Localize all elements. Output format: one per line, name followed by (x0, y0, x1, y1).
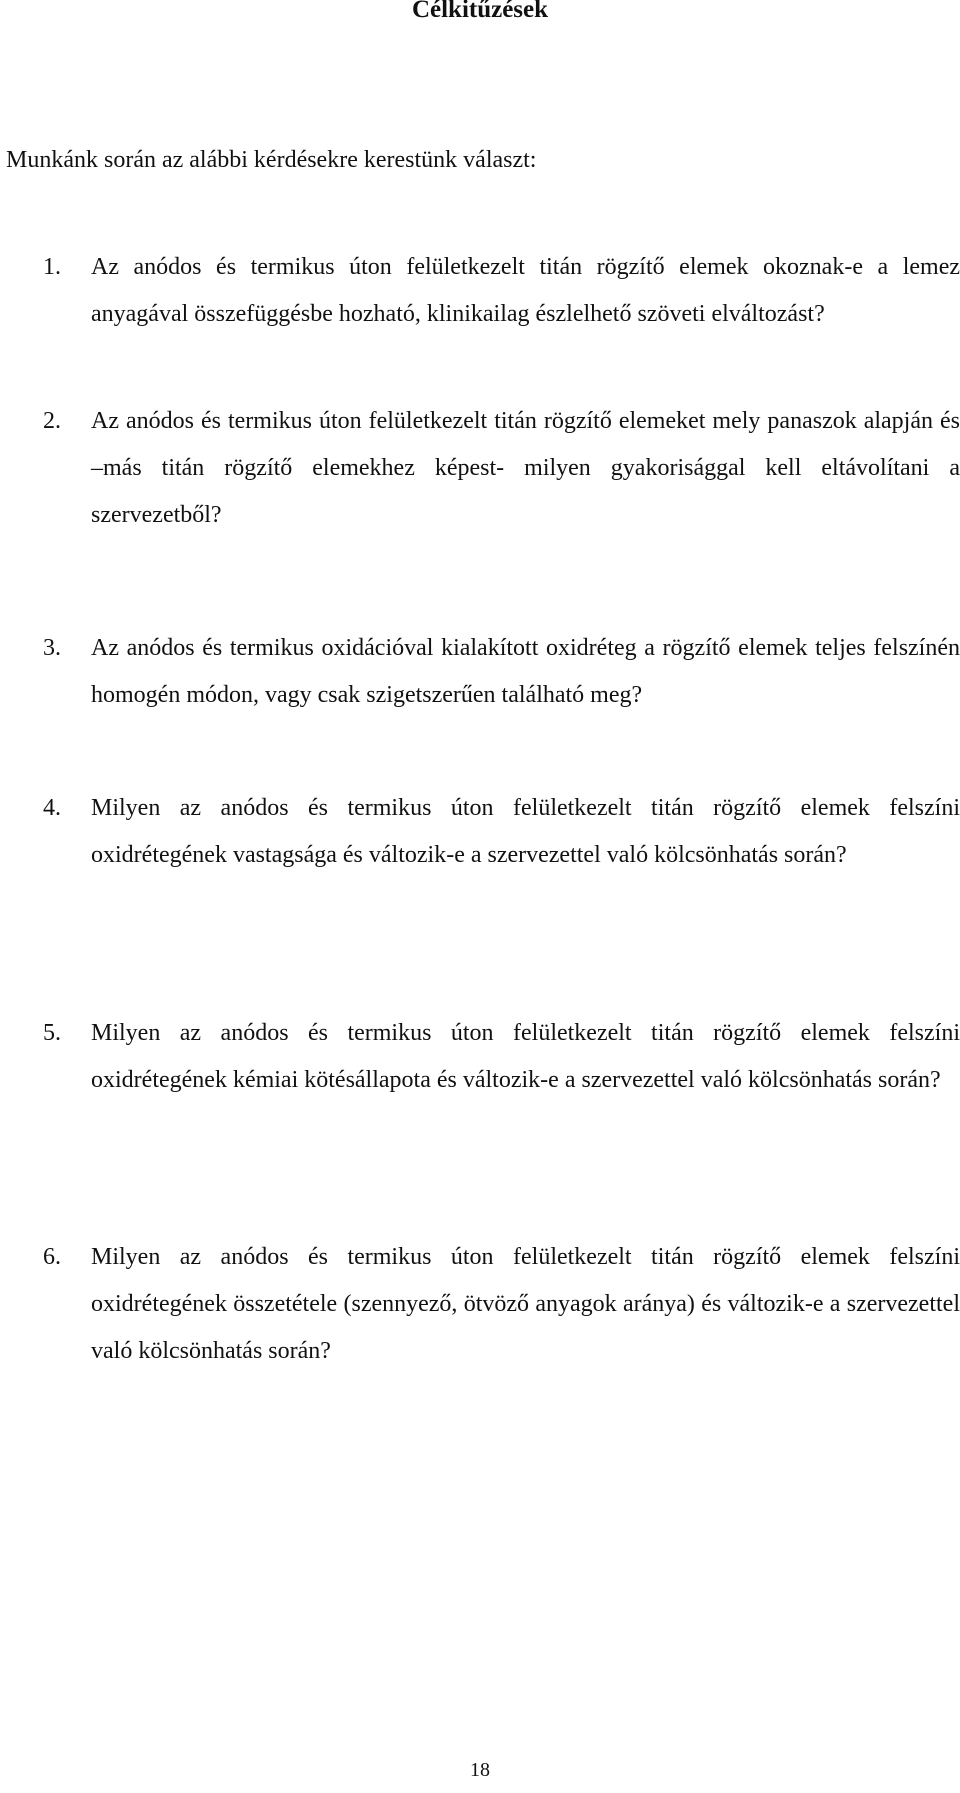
list-item (43, 625, 960, 719)
list-item (43, 1010, 960, 1104)
list-item-text: Az anódos és termikus oxidációval kialakított oxidréteg a rögzítő elemek teljes felszínén homogén módon, vagy csak szigetszerűen található meg? (91, 635, 960, 708)
list-item (43, 1234, 960, 1375)
list-item-number: 3. (43, 635, 61, 661)
list-item-number: 5. (43, 1020, 61, 1046)
page-title: Célkitűzések (411, 0, 549, 23)
list-item-text: Az anódos és termikus úton felületkezelt titán rögzítő elemek okoznak-e a lemez anyagával összefüggésbe hozható, klinikailag észlelhető szöveti elváltozást? (91, 254, 960, 327)
list-item-number: 6. (43, 1244, 61, 1270)
intro-paragraph: Munkánk során az alábbi kérdésekre kerestünk választ: (6, 147, 537, 173)
list-item-text: Milyen az anódos és termikus úton felületkezelt titán rögzítő elemek felszíni oxidrétegének kémiai kötésállapota és változik-e a szervezettel való kölcsönhatás során? (91, 1020, 960, 1093)
list-item-text: Milyen az anódos és termikus úton felületkezelt titán rögzítő elemek felszíni oxidrétegének vastagsága és változik-e a szervezettel való kölcsönhatás során? (91, 795, 960, 868)
list-item-text: Milyen az anódos és termikus úton felületkezelt titán rögzítő elemek felszíni oxidrétegének összetétele (szennyező, ötvöző anyagok aránya) és változik-e a szervezettel való kölcsönhatás során? (91, 1244, 960, 1364)
page-number: 18 (470, 1759, 490, 1781)
list-item-number: 4. (43, 795, 61, 821)
list-item (43, 785, 960, 879)
list-item-text: Az anódos és termikus úton felületkezelt titán rögzítő elemeket mely panaszok alapján és –más titán rögzítő elemekhez képest- milyen gyakorisággal kell eltávolítani a szervezetből? (91, 408, 960, 528)
list-item-number: 2. (43, 408, 61, 434)
list-item (43, 398, 960, 539)
list-item (43, 244, 960, 338)
list-item-number: 1. (43, 254, 61, 280)
